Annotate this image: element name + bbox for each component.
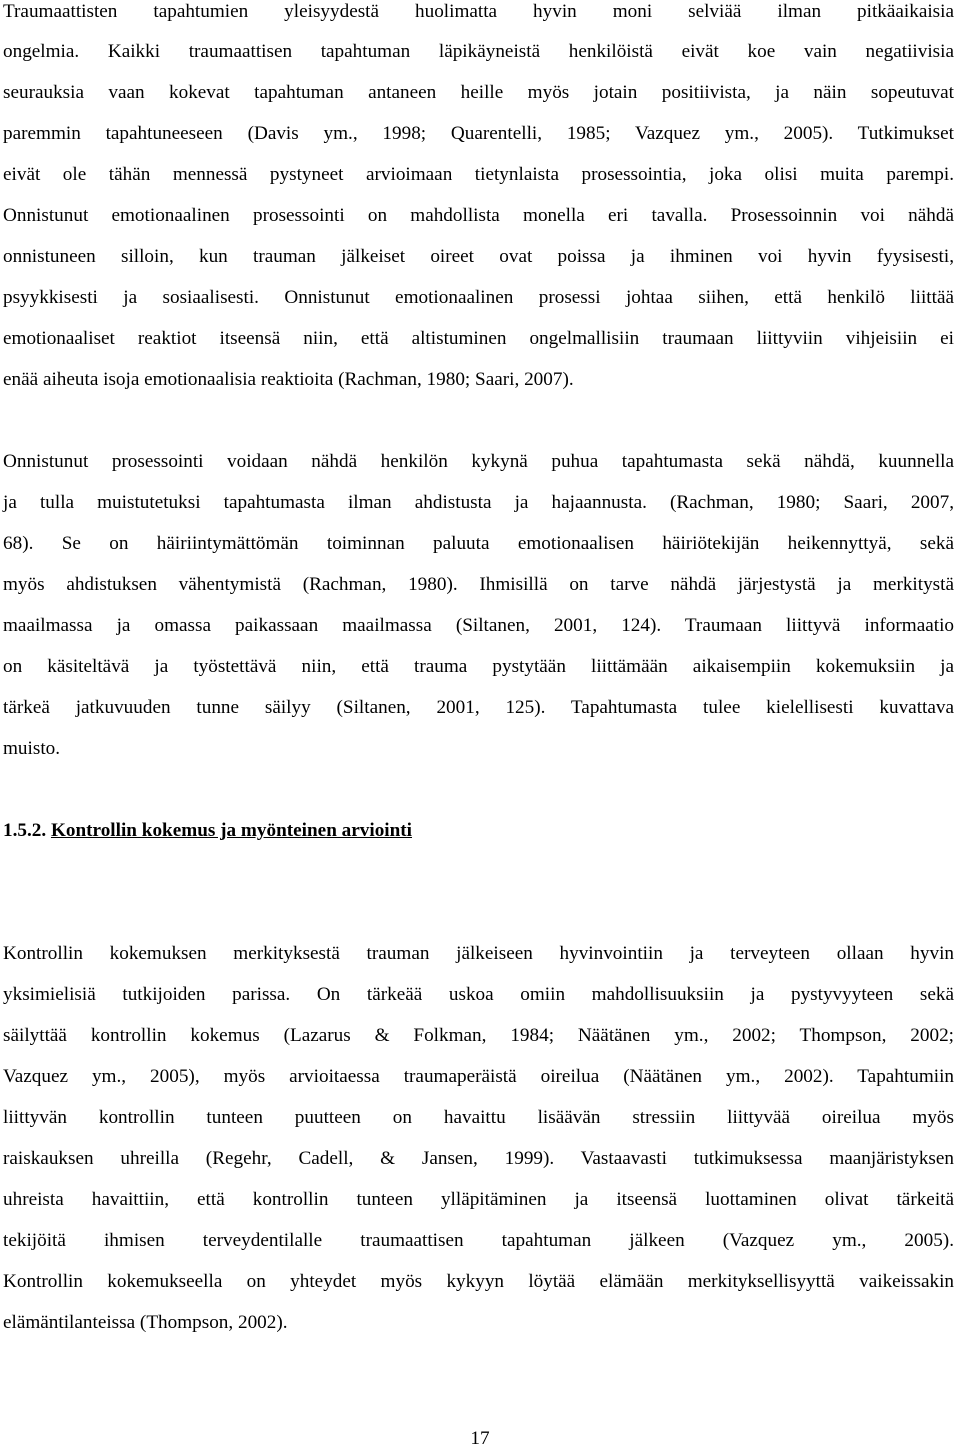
paragraph-line: myös ahdistuksen vähentymistä (Rachman, 1980). Ihmisillä on tarve nähdä järjestystä ja merkitystä (3, 574, 954, 595)
paragraph-line: ja tulla muistutetuksi tapahtumasta ilman ahdistusta ja hajaannusta. (Rachman, 1980; Saari, 2007, (3, 492, 954, 513)
paragraph-line: maailmassa ja omassa paikassaan maailmassa (Siltanen, 2001, 124). Traumaan liittyvä informaatio (3, 615, 954, 636)
paragraph-line: raiskauksen uhreilla (Regehr, Cadell, & Jansen, 1999). Vastaavasti tutkimuksessa maanjäristyksen (3, 1148, 954, 1169)
paragraph-line: tärkeä jatkuvuuden tunne säilyy (Siltanen, 2001, 125). Tapahtumasta tulee kielellisesti kuvattava (3, 697, 954, 718)
paragraph-line: paremmin tapahtuneeseen (Davis ym., 1998; Quarentelli, 1985; Vazquez ym., 2005). Tutkimukset (3, 123, 954, 144)
paragraph-line: Traumaattisten tapahtumien yleisyydestä huolimatta hyvin moni selviää ilman pitkäaikaisia (3, 1, 954, 22)
paragraph-line: emotionaaliset reaktiot itseensä niin, että altistuminen ongelmallisiin traumaan liittyviin vihjeisiin ei (3, 328, 954, 349)
paragraph-line: elämäntilanteissa (Thompson, 2002). (3, 1312, 288, 1333)
paragraph-line: Onnistunut prosessointi voidaan nähdä henkilön kykynä puhua tapahtumasta sekä nähdä, kuunnella (3, 451, 954, 472)
paragraph-line: on käsiteltävä ja työstettävä niin, että trauma pystytään liittämään aikaisempiin kokemuksiin ja (3, 656, 954, 677)
paragraph-line: Kontrollin kokemukseella on yhteydet myös kykyyn löytää elämään merkityksellisyyttä vaikeissakin (3, 1271, 954, 1292)
paragraph-line: seurauksia vaan kokevat tapahtuman antaneen heille myös jotain positiivista, ja näin sopeutuvat (3, 82, 954, 103)
paragraph-line: liittyvän kontrollin tunteen puutteen on havaittu lisäävän stressiin liittyvää oireilua myös (3, 1107, 954, 1128)
paragraph-line: tekijöitä ihmisen terveydentilalle traumaattisen tapahtuman jälkeen (Vazquez ym., 2005). (3, 1230, 954, 1251)
paragraph-line: Vazquez ym., 2005), myös arvioitaessa traumaperäistä oireilua (Näätänen ym., 2002). Tapahtumiin (3, 1066, 954, 1087)
paragraph-line: yksimielisiä tutkijoiden parissa. On tärkeää uskoa omiin mahdollisuuksiin ja pystyvyyteen sekä (3, 984, 954, 1005)
paragraph-line: onnistuneen silloin, kun trauman jälkeiset oireet ovat poissa ja ihminen voi hyvin fyysisesti, (3, 246, 954, 267)
paragraph-line: eivät ole tähän mennessä pystyneet arvioimaan tietynlaista prosessointia, joka olisi muita parempi. (3, 164, 954, 185)
section-heading (3, 819, 412, 843)
paragraph-line: Onnistunut emotionaalinen prosessointi on mahdollista monella eri tavalla. Prosessoinnin voi nähdä (3, 205, 954, 226)
section-title: Kontrollin kokemus ja myönteinen arviointi (50, 820, 413, 841)
paragraph-line: muisto. (3, 738, 61, 759)
paragraph-line: 68). Se on häiriintymättömän toiminnan paluuta emotionaalisen häiriötekijän heikennyttyä, sekä (3, 533, 954, 554)
paragraph-line: psyykkisesti ja sosiaalisesti. Onnistunut emotionaalinen prosessi johtaa siihen, että henkilö liittää (3, 287, 954, 308)
paragraph-line: säilyttää kontrollin kokemus (Lazarus & Folkman, 1984; Näätänen ym., 2002; Thompson, 2002; (3, 1025, 954, 1046)
paragraph-line: enää aiheuta isoja emotionaalisia reaktioita (Rachman, 1980; Saari, 2007). (3, 369, 574, 390)
paragraph-line: uhreista havaittiin, että kontrollin tunteen ylläpitäminen ja itseensä luottaminen olivat tärkeitä (3, 1189, 954, 1210)
section-number: 1.5.2. (3, 820, 47, 841)
paragraph-line: ongelmia. Kaikki traumaattisen tapahtuman läpikäyneistä henkilöistä eivät koe vain negatiivisia (3, 41, 954, 62)
paragraph-line: Kontrollin kokemuksen merkityksestä trauman jälkeiseen hyvinvointiin ja terveyteen ollaan hyvin (3, 943, 954, 964)
page-number: 17 (470, 1428, 490, 1449)
